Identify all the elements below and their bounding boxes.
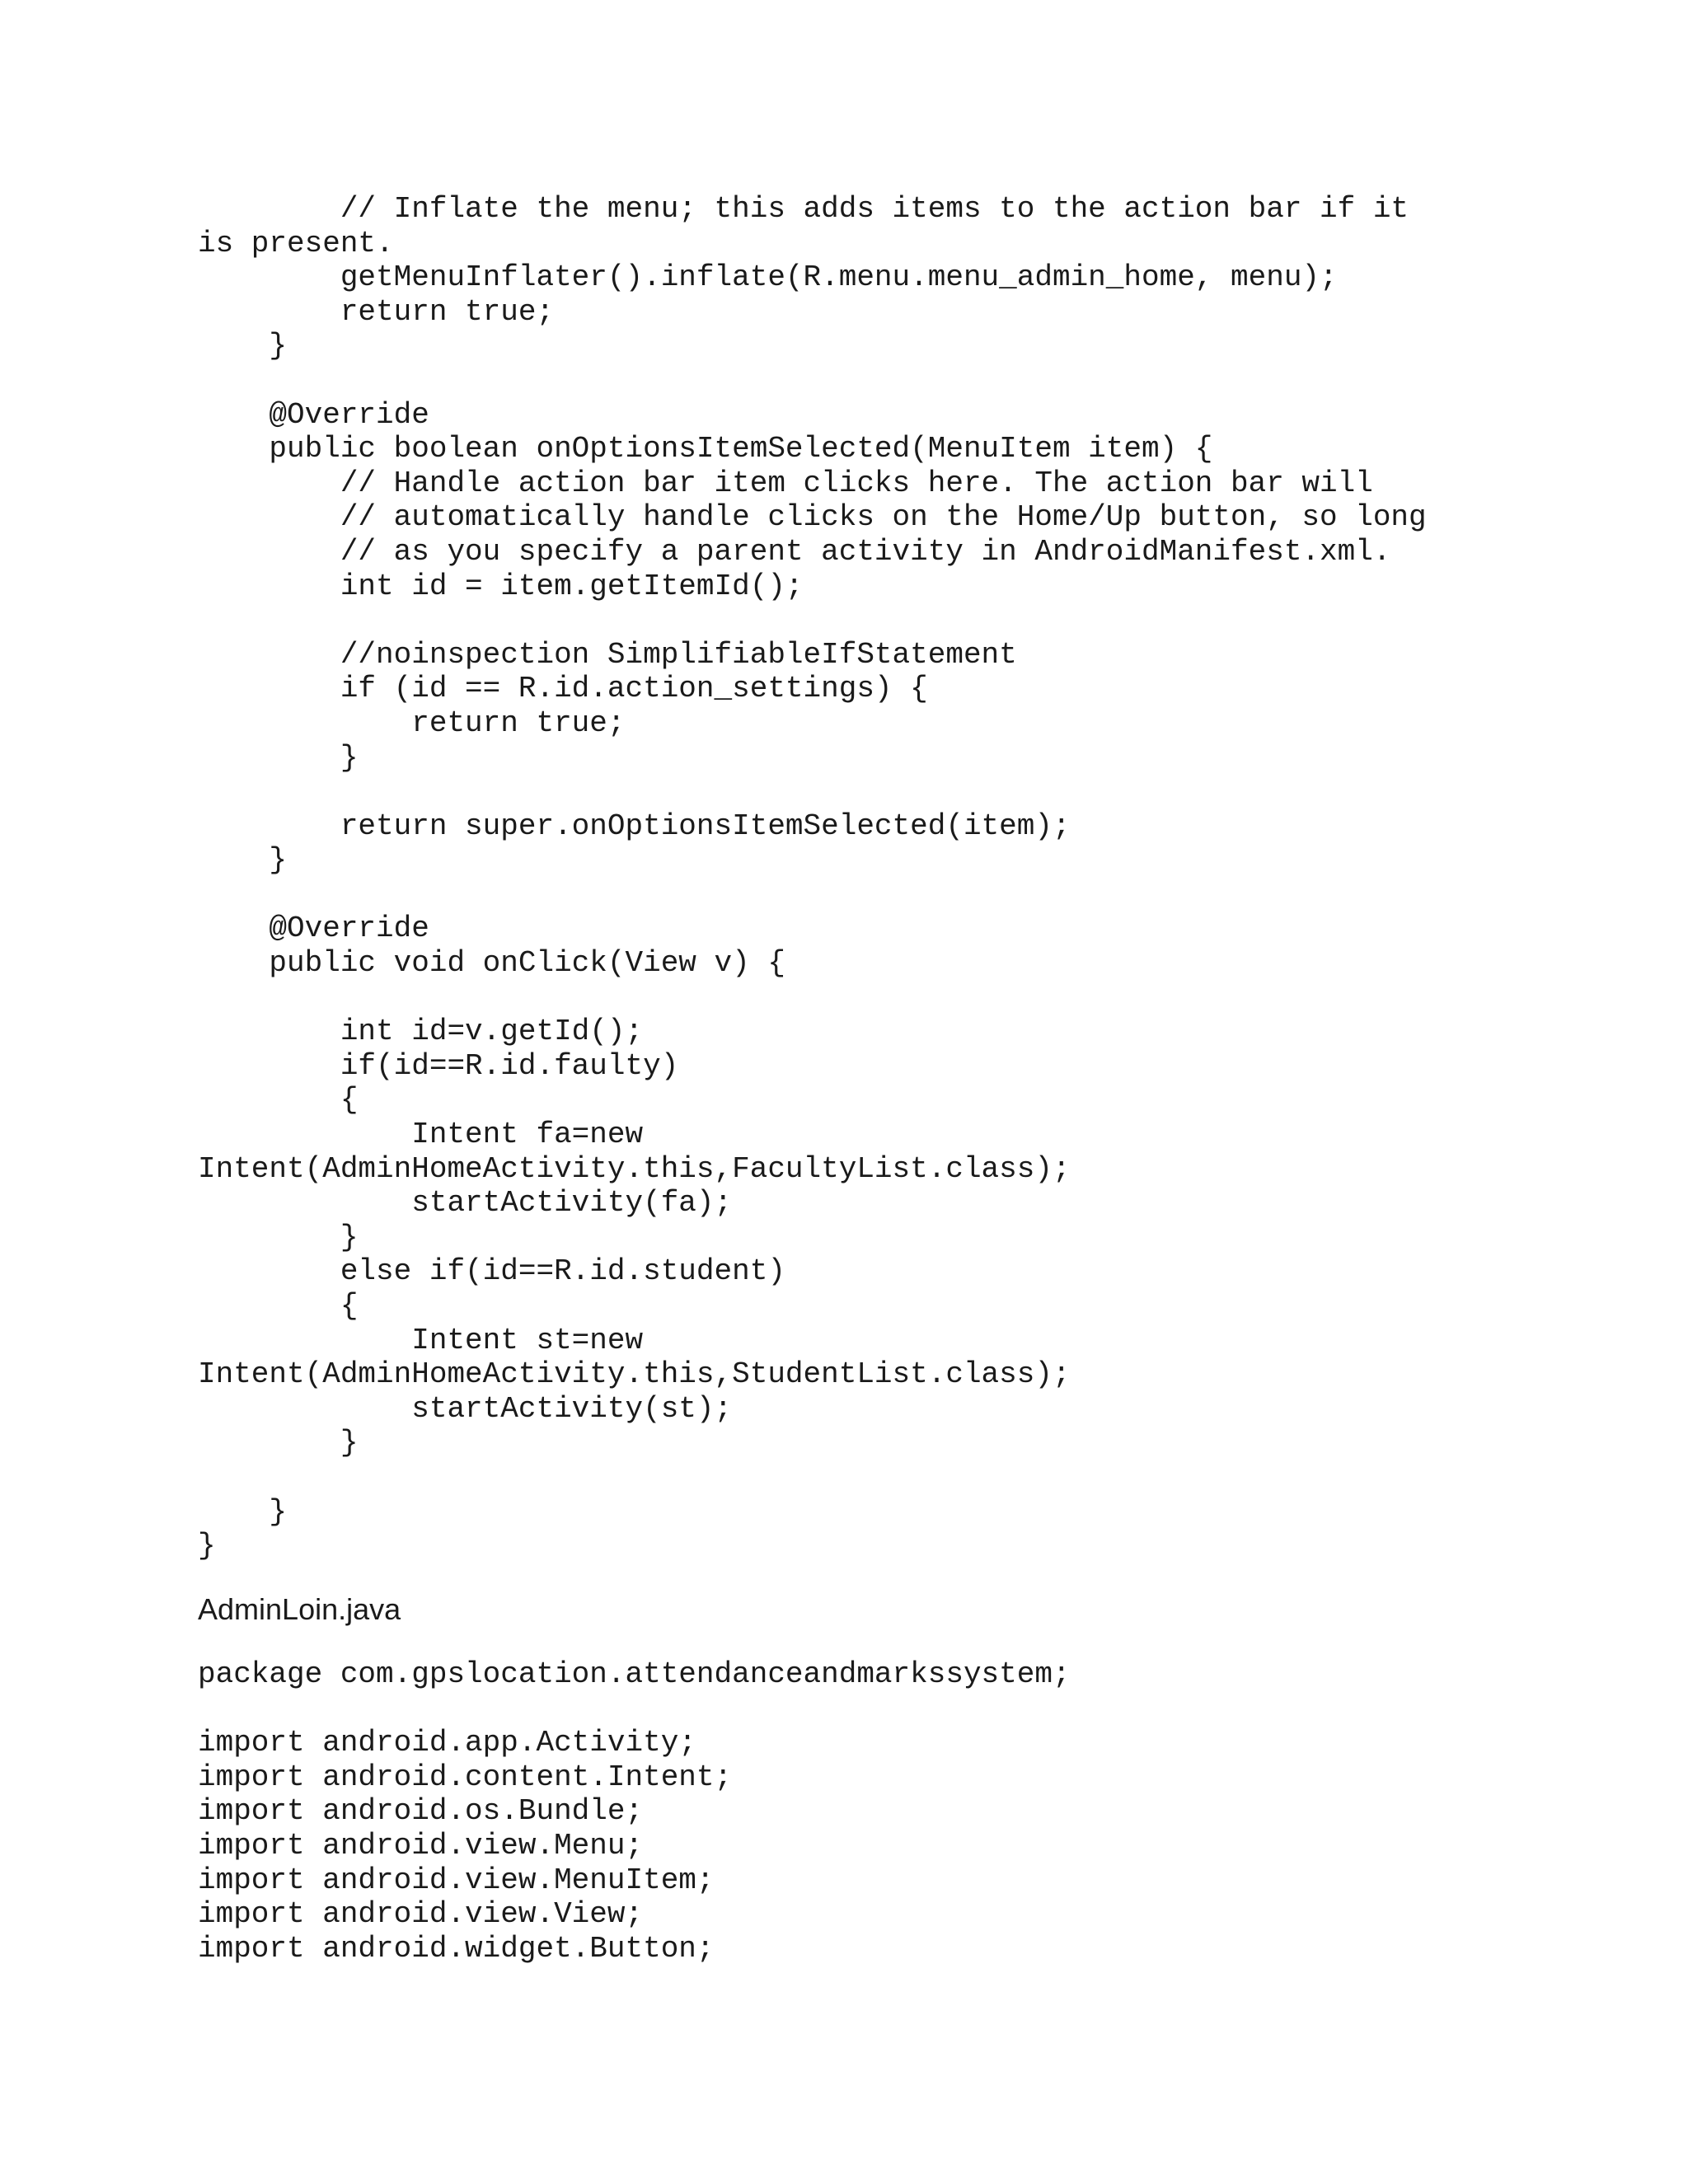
- code-line: // automatically handle clicks on the Home/Up button, so long: [198, 500, 1427, 535]
- file-heading: AdminLoin.java: [198, 1592, 401, 1626]
- code-line: package com.gpslocation.attendanceandmarkssystem;: [198, 1657, 1071, 1691]
- code-line: if (id == R.id.action_settings) {: [198, 672, 928, 706]
- code-line: import android.content.Intent;: [198, 1760, 733, 1794]
- code-line: {: [198, 1289, 359, 1323]
- code-listing-bottom: [198, 1657, 1071, 1966]
- code-line: [198, 363, 1427, 398]
- code-line: Intent(AdminHomeActivity.this,StudentList.class);: [198, 1357, 1071, 1392]
- code-line: }: [198, 740, 359, 775]
- code-line: import android.view.Menu;: [198, 1828, 644, 1863]
- code-line: return super.onOptionsItemSelected(item);: [198, 808, 1071, 843]
- code-line: [198, 981, 1427, 1015]
- code-line: Intent fa=new: [198, 1118, 644, 1152]
- code-line: import android.widget.Button;: [198, 1931, 715, 1966]
- code-line: getMenuInflater().inflate(R.menu.menu_admin_home, menu);: [198, 260, 1338, 295]
- code-line: is present.: [198, 226, 394, 260]
- code-line: @Override: [198, 397, 429, 432]
- code-line: [198, 603, 1427, 638]
- code-line: }: [198, 1529, 216, 1563]
- code-line: public void onClick(View v) {: [198, 946, 785, 981]
- code-line: [198, 1460, 1427, 1495]
- code-line: int id=v.getId();: [198, 1015, 644, 1049]
- code-line: import android.view.MenuItem;: [198, 1863, 715, 1897]
- code-line: [198, 1692, 1071, 1727]
- code-line: import android.app.Activity;: [198, 1726, 696, 1760]
- code-line: public boolean onOptionsItemSelected(MenuItem item) {: [198, 432, 1213, 466]
- code-line: Intent(AdminHomeActivity.this,FacultyList.class);: [198, 1151, 1071, 1186]
- code-line: @Override: [198, 912, 429, 946]
- code-line: import android.os.Bundle;: [198, 1794, 644, 1829]
- code-listing-top: [198, 192, 1427, 1563]
- code-line: // Handle action bar item clicks here. The action bar will: [198, 466, 1373, 500]
- code-line: startActivity(fa);: [198, 1186, 733, 1221]
- code-line: //noinspection SimplifiableIfStatement: [198, 637, 1017, 672]
- code-line: // Inflate the menu; this adds items to the action bar if it: [198, 192, 1409, 226]
- code-line: import android.view.View;: [198, 1897, 644, 1932]
- code-line: [198, 878, 1427, 912]
- code-line: if(id==R.id.faulty): [198, 1048, 679, 1083]
- code-line: }: [198, 1494, 288, 1529]
- code-line: }: [198, 329, 288, 363]
- code-line: [198, 775, 1427, 809]
- code-line: Intent st=new: [198, 1323, 644, 1357]
- code-line: // as you specify a parent activity in AndroidManifest.xml.: [198, 534, 1391, 569]
- code-line: return true;: [198, 294, 555, 329]
- code-line: startActivity(st);: [198, 1391, 733, 1426]
- code-line: }: [198, 1426, 359, 1460]
- code-line: int id = item.getItemId();: [198, 569, 804, 603]
- code-line: }: [198, 1220, 359, 1254]
- code-line: }: [198, 843, 288, 878]
- code-line: return true;: [198, 705, 626, 740]
- code-line: {: [198, 1083, 359, 1118]
- code-line: else if(id==R.id.student): [198, 1254, 785, 1289]
